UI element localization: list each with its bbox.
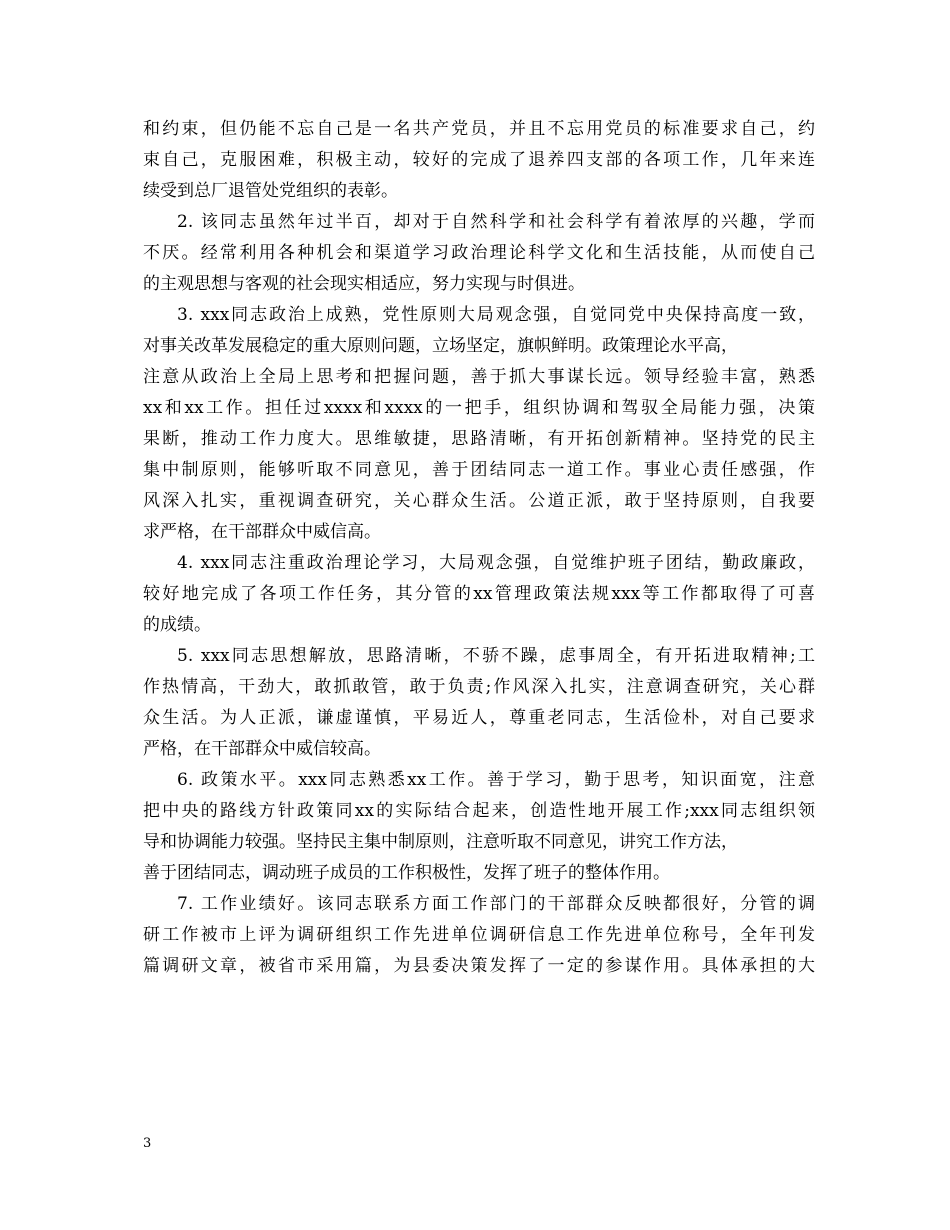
page-number: 3 — [143, 1136, 152, 1151]
text-line: 集中制原则，能够听取不同意见，善于团结同志一道工作。事业心责任感强，作 — [143, 460, 815, 480]
document-body — [143, 114, 815, 982]
text-line: 众生活。为人正派，谦虚谨慎，平易近人，尊重老同志，生活俭朴，对自己要求 — [143, 708, 815, 728]
text-line: 较好地完成了各项工作任务，其分管的xx管理政策法规xxx等工作都取得了可喜 — [143, 584, 815, 604]
text-line: 善于团结同志，调动班子成员的工作积极性，发挥了班子的整体作用。 — [143, 863, 670, 883]
text-line: 求严格，在干部群众中威信高。 — [143, 522, 381, 542]
text-line: 6. 政策水平。xxx同志熟悉xx工作。善于学习，勤于思考，知识面宽，注意 — [177, 770, 815, 790]
text-line: 束自己，克服困难，积极主动，较好的完成了退养四支部的各项工作，几年来连 — [143, 150, 815, 170]
text-line: 果断，推动工作力度大。思维敏捷，思路清晰，有开拓创新精神。坚持党的民主 — [143, 429, 815, 449]
text-line: 对事关改革发展稳定的重大原则问题，立场坚定，旗帜鲜明。政策理论水平高， — [143, 336, 738, 356]
text-line: xx和xx工作。担任过xxxx和xxxx的一把手，组织协调和驾驭全局能力强，决策 — [143, 398, 815, 418]
text-line: 研工作被市上评为调研组织工作先进单位调研信息工作先进单位称号，全年刊发 — [143, 925, 815, 945]
text-line: 2. 该同志虽然年过半百，却对于自然科学和社会科学有着浓厚的兴趣，学而 — [177, 212, 815, 232]
text-line: 不厌。经常利用各种机会和渠道学习政治理论科学文化和生活技能，从而使自己 — [143, 243, 815, 263]
text-line: 续受到总厂退管处党组织的表彰。 — [143, 181, 398, 201]
text-line: 把中央的路线方针政策同xx的实际结合起来，创造性地开展工作;xxx同志组织领 — [143, 801, 815, 821]
text-line: 3. xxx同志政治上成熟，党性原则大局观念强，自觉同党中央保持高度一致， — [177, 305, 815, 325]
text-line: 7. 工作业绩好。该同志联系方面工作部门的干部群众反映都很好，分管的调 — [177, 894, 815, 914]
text-line: 注意从政治上全局上思考和把握问题，善于抓大事谋长远。领导经验丰富，熟悉 — [143, 367, 815, 387]
text-line: 的主观思想与客观的社会现实相适应，努力实现与时俱进。 — [143, 274, 585, 294]
text-line: 严格，在干部群众中威信较高。 — [143, 739, 381, 759]
text-line: 篇调研文章，被省市采用篇，为县委决策发挥了一定的参谋作用。具体承担的大 — [143, 956, 815, 976]
text-line: 4. xxx同志注重政治理论学习，大局观念强，自觉维护班子团结，勤政廉政， — [177, 553, 815, 573]
text-line: 的成绩。 — [143, 615, 211, 635]
text-line: 风深入扎实，重视调查研究，关心群众生活。公道正派，敢于坚持原则，自我要 — [143, 491, 815, 511]
text-line: 5. xxx同志思想解放，思路清晰，不骄不躁，虑事周全，有开拓进取精神;工 — [177, 646, 815, 666]
text-line: 和约束，但仍能不忘自己是一名共产党员，并且不忘用党员的标准要求自己，约 — [143, 119, 815, 139]
text-line: 作热情高，干劲大，敢抓敢管，敢于负责;作风深入扎实，注意调查研究，关心群 — [143, 677, 815, 697]
text-line: 导和协调能力较强。坚持民主集中制原则，注意听取不同意见，讲究工作方法， — [143, 832, 738, 852]
